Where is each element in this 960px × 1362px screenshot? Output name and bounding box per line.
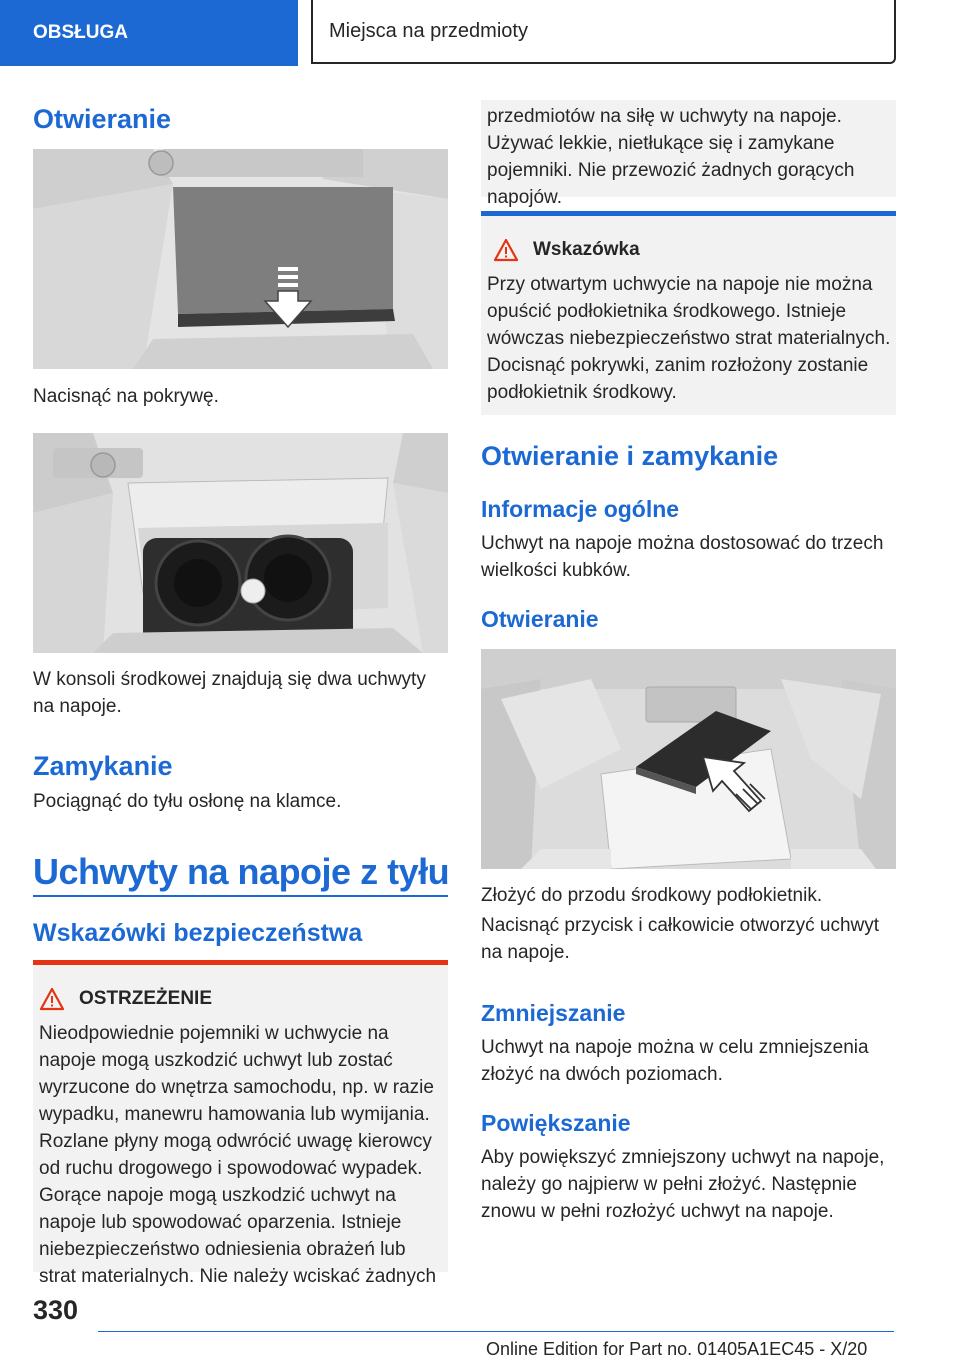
warning-header	[39, 987, 212, 1011]
heading-open-close: Otwieranie i zamykanie	[481, 441, 779, 471]
caption-two-cupholders: W konsoli środkowej znajdują się dwa uchwyty na napoje.	[33, 669, 426, 717]
cupholders-illustration	[33, 433, 448, 653]
photo-rear-armrest	[481, 649, 896, 869]
text-general-info: Uchwyt na napoje można dostosować do trzech wielkości kubków.	[481, 533, 884, 581]
caption-press-lid: Nacisnąć na pokrywę.	[33, 386, 219, 407]
note-box	[481, 211, 896, 415]
warning-text-continued: przedmiotów na siłę w uchwyty na napoje. Używać lekkie, nietłukące się i zamykane pojemniki. Nie przewozić żadnych gorących napojów.	[487, 106, 855, 208]
chapter-tab[interactable]	[0, 0, 298, 66]
section-header	[311, 0, 896, 64]
text-powiekszanie: Aby powiększyć zmniejszony uchwyt na napoje, należy go najpierw w pełni złożyć. Następnie znowu w pełni rozłożyć uchwyt na napoje.	[481, 1147, 885, 1222]
warning-text: Nieodpowiednie pojemniki w uchwycie na napoje mogą uszkodzić uchwyt lub zostać wyrzucone do wnętrza samochodu, np. w razie wypadku, manewru hamowania lub wymijania. Rozlane płyny mogą odwrócić uwagę kierowcy od ruchu drogowego i spowodować wypadek. Gorące napoje mogą uszkodzić uchwyt na napoje lub spowodować oparzenia. Istnieje niebezpieczeństwo odniesienia obrażeń lub strat materialnych. Nie należy wciskać żadnych	[39, 1023, 437, 1287]
note-title: Wskazówka	[533, 239, 640, 260]
heading-powiekszanie: Powiększanie	[481, 1110, 631, 1136]
heading-otwieranie-rear: Otwieranie	[481, 606, 599, 632]
photo-cupholders	[33, 433, 448, 653]
heading-underline	[33, 895, 448, 897]
warning-box	[33, 960, 448, 1287]
footer-edition: Online Edition for Part no. 01405A1EC45 - X/20	[486, 1339, 868, 1359]
photo-console-lid	[33, 149, 448, 369]
note-text: Przy otwartym uchwycie na napoje nie można opuścić podłokietnika środkowego. Istnieje wówczas niebezpieczeństwo strat materialnych. Docisnąć pokrywki, zanim rozłożony zostanie podłokietnik środkowy.	[487, 274, 891, 403]
caption-press-button: Nacisnąć przycisk i całkowicie otworzyć uchwyt na napoje.	[481, 915, 880, 963]
footer-line	[98, 1331, 894, 1332]
page-number: 330	[33, 1295, 79, 1325]
heading-rear-cupholders: Uchwyty na napoje z tyłu	[33, 851, 450, 892]
heading-zmniejszanie: Zmniejszanie	[481, 1000, 626, 1026]
heading-general-info: Informacje ogólne	[481, 496, 680, 522]
text-zmniejszanie: Uchwyt na napoje można w celu zmniejszenia złożyć na dwóch poziomach.	[481, 1037, 869, 1085]
rear-armrest-illustration	[481, 649, 896, 869]
warning-triangle-icon	[493, 238, 519, 262]
warning-bar	[33, 960, 448, 965]
text-zamykanie: Pociągnąć do tyłu osłonę na klamce.	[33, 791, 342, 812]
warning-triangle-icon	[39, 987, 65, 1011]
heading-otwieranie: Otwieranie	[33, 104, 172, 134]
section-title: Miejsca na przedmioty	[329, 19, 528, 42]
caption-fold-armrest: Złożyć do przodu środkowy podłokietnik.	[481, 885, 823, 906]
note-bar	[481, 211, 896, 216]
heading-safety: Wskazówki bezpieczeństwa	[33, 919, 363, 947]
heading-zamykanie: Zamykanie	[33, 751, 173, 781]
note-header	[493, 238, 640, 262]
chapter-label: OBSŁUGA	[33, 22, 128, 43]
warning-box-continued	[481, 100, 896, 208]
warning-title: OSTRZEŻENIE	[79, 988, 213, 1009]
console-lid-illustration	[33, 149, 448, 369]
